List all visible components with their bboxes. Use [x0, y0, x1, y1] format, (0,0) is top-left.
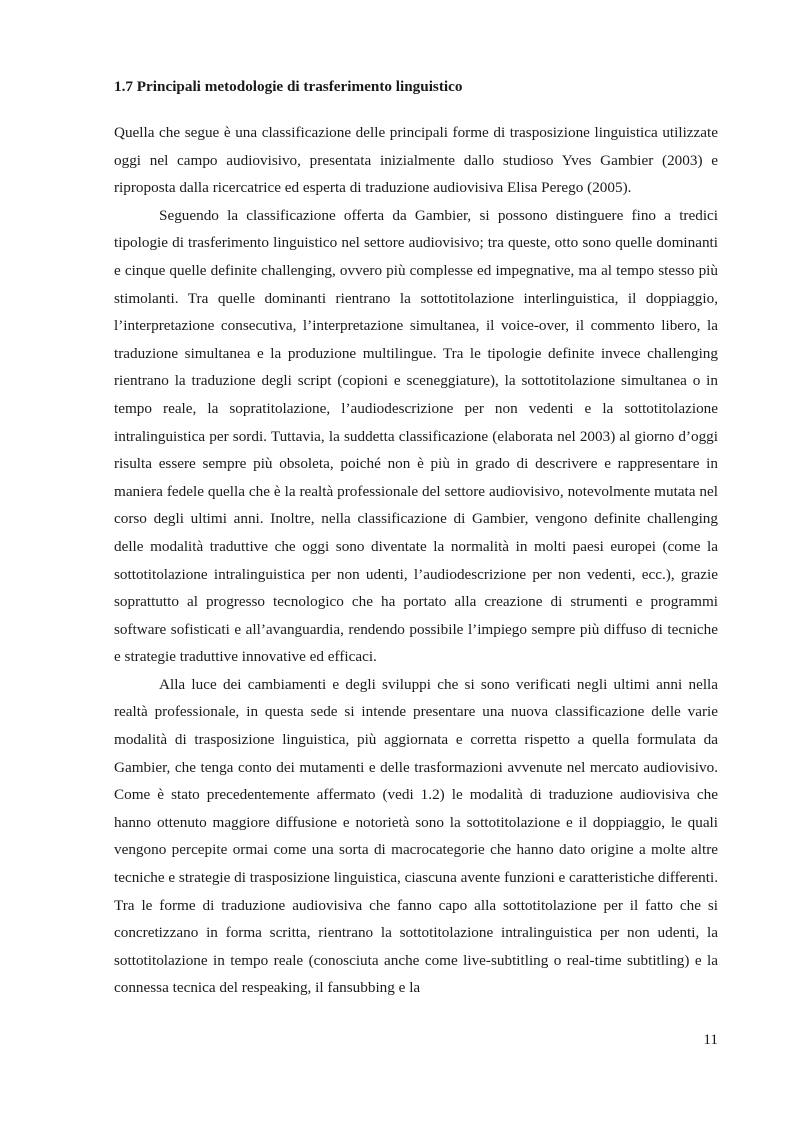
section-heading: 1.7 Principali metodologie di trasferimento linguistico	[114, 78, 463, 95]
paragraph-new-classification: Alla luce dei cambiamenti e degli sviluppi che si sono verificati negli ultimi anni nella realtà professionale, in questa sede si intende presentare una nuova classificazione delle varie modalità di trasposizione linguistica, più aggiornata e corretta rispetto a quella formulata da Gambier, che tenga conto dei mutamenti e delle trasformazioni avvenute nel mercato audiovisivo. Come è stato precedentemente affermato (vedi 1.2) le modalità di traduzione audiovisiva che hanno ottenuto maggiore diffusione e notorietà sono la sottotitolazione e il doppiaggio, le quali vengono percepite ormai come una sorta di macrocategorie che hanno dato origine a molte altre tecniche e strategie di trasposizione linguistica, ciascuna avente funzioni e caratteristiche differenti. Tra le forme di traduzione audiovisiva che fanno capo alla sottotitolazione per il fatto che si concretizzano in forma scritta, rientrano la sottotitolazione intralinguistica per non udenti, la sottotitolazione in tempo reale (conosciuta anche come live-subtitling o real-time subtitling) e la connessa tecnica del respeaking, il fansubbing e la	[114, 675, 719, 997]
paragraph-intro: Quella che segue è una classificazione delle principali forme di trasposizione linguistica utilizzate oggi nel campo audiovisivo, presentata inizialmente dallo studioso Yves Gambier (2003) e riproposta dalla ricercatrice ed esperta di traduzione audiovisiva Elisa Perego (2005).	[114, 124, 718, 197]
page-number: 11	[703, 1031, 718, 1048]
body-text	[114, 119, 718, 1002]
paragraph-gambier-classification: Seguendo la classificazione offerta da Gambier, si possono distinguere fino a tredici tipologie di trasferimento linguistico nel settore audiovisivo; tra queste, otto sono quelle dominanti e cinque quelle definite challenging, ovvero più complesse ed impegnative, ma al tempo stesso più stimolanti. Tra quelle dominanti rientrano la sottotitolazione interlinguistica, il doppiaggio, l’interpretazione consecutiva, l’interpretazione simultanea, il voice-over, il commento libero, la traduzione simultanea e la produzione multilingue. Tra le tipologie definite invece challenging rientrano la traduzione degli script (copioni e sceneggiature), la sottotitolazione simultanea o in tempo reale, la sopratitolazione, l’audiodescrizione per non vedenti e la sottotitolazione intralinguistica per sordi. Tuttavia, la suddetta classificazione (elaborata nel 2003) al giorno d’oggi risulta essere sempre più obsoleta, poiché non è più in grado di descrivere e rappresentare in maniera fedele quella che è la realtà professionale del settore audiovisivo, notevolmente mutata nel corso degli ultimi anni. Inoltre, nella classificazione di Gambier, vengono definite challenging delle modalità traduttive che oggi sono diventate la normalità in molti paesi europei (come la sottotitolazione intralinguistica per non udenti, l’audiodescrizione per non vedenti, ecc.), grazie soprattutto al progresso tecnologico che ha portato alla creazione di strumenti e programmi software sofisticati e all’avanguardia, rendendo possibile l’impiego sempre più diffuso di tecniche e strategie traduttive innovative ed efficaci.	[114, 206, 718, 666]
